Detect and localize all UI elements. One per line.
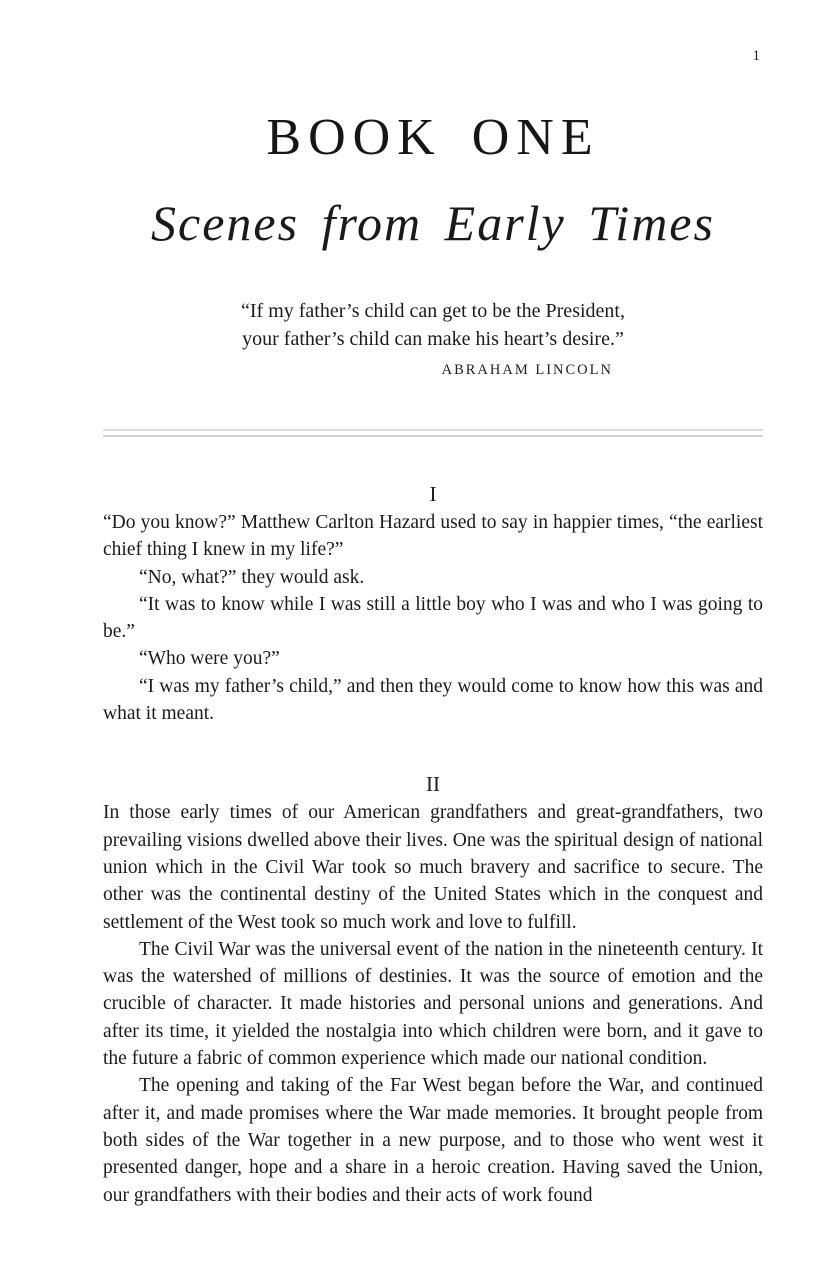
epigraph-attribution: ABRAHAM LINCOLN — [441, 362, 613, 378]
paragraph: “I was my father’s child,” and then they would come to know how this was and what it meant. — [103, 675, 763, 725]
book-title: BOOK ONE — [266, 109, 600, 166]
paragraph: In those early times of our American grandfathers and great-grandfathers, two prevailing visions dwelled above their lives. One was the spiritual design of national union which in the Civil War took so much bravery and sacrifice to secure. The other was the continental destiny of the United States which in the conquest and settlement of the West took so much work and love to fulfill. — [103, 802, 763, 933]
section-numeral-I: I — [429, 482, 437, 506]
paragraph: “No, what?” they would ask. — [139, 566, 365, 588]
epigraph — [103, 297, 763, 379]
page-number: 1 — [752, 48, 761, 64]
section-numeral-II: II — [426, 772, 440, 797]
paragraph: “It was to know while I was still a little boy who I was and who I was going to be.” — [103, 593, 763, 643]
page-content — [103, 109, 763, 1209]
sections — [103, 481, 763, 1209]
book-subtitle: Scenes from Early Times — [151, 195, 715, 251]
section-divider-rule — [103, 429, 763, 437]
epigraph-line-1: “If my father’s child can get to be the President, — [241, 300, 625, 322]
epigraph-line-2: your father’s child can make his heart’s desire.” — [242, 328, 624, 350]
paragraph: “Do you know?” Matthew Carlton Hazard used to say in happier times, “the earliest chief thing I knew in my life?” — [103, 512, 763, 561]
paragraph: The opening and taking of the Far West began before the War, and continued after it, and made promises where the War made memories. It brought people from both sides of the War together in a new purpose, and to those who went west it presented danger, hope and a share in a heroic creation. Having saved the Union, our grandfathers with their bodies and their acts of work found — [103, 1075, 763, 1206]
paragraph: The Civil War was the universal event of the nation in the nineteenth century. It was the watershed of millions of destinies. It was the source of emotion and the crucible of character. It made histories and personal unions and generations. And after its time, it yielded the nostalgia into which children were born, and it gave to the future a fabric of common experience which made our national condition. — [103, 938, 763, 1070]
paragraph: “Who were you?” — [139, 648, 280, 670]
